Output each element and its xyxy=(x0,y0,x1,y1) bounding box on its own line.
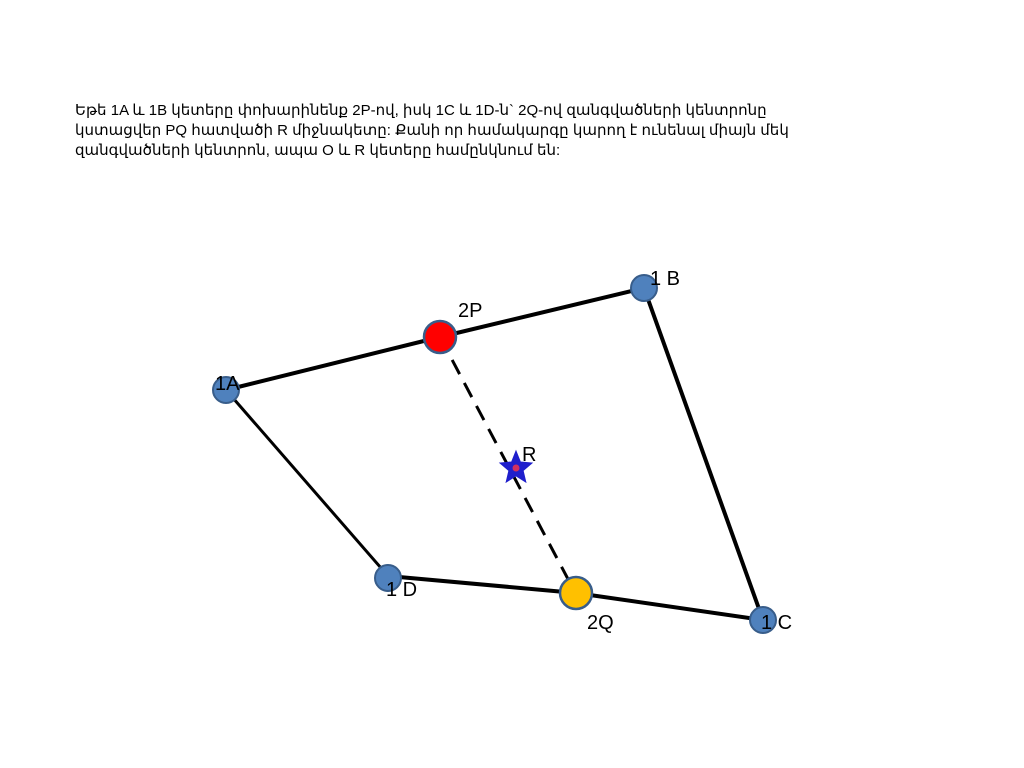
segment-a-p xyxy=(226,337,440,390)
label-p: 2P xyxy=(458,300,483,322)
explanation-line-3: զանգվածների կենտրոն, ապա O և R կետերը համընկնում են: xyxy=(75,142,561,159)
point-q xyxy=(560,577,592,609)
label-r: R xyxy=(522,444,537,466)
label-b: 1 B xyxy=(650,268,681,290)
point-p xyxy=(424,321,456,353)
explanation-line-2: կստացվեր PQ հատվածի R միջնակետը: Քանի որ համակարգը կարող է ունենալ միայն մեկ xyxy=(75,122,789,139)
segment-d-a xyxy=(226,390,388,576)
explanation-line-1: Եթե 1A և 1B կետերը փոխարինենք 2P-ով, իսկ 1C և 1D-ն` 2Q-ով զանգվածների կենտրոնը xyxy=(75,102,767,119)
segment-b-c xyxy=(644,288,763,620)
label-a: 1A xyxy=(215,373,240,395)
label-d: 1 D xyxy=(386,579,418,601)
label-c: 1 C xyxy=(761,612,793,634)
label-q: 2Q xyxy=(587,612,614,634)
star-r-center xyxy=(513,465,520,472)
